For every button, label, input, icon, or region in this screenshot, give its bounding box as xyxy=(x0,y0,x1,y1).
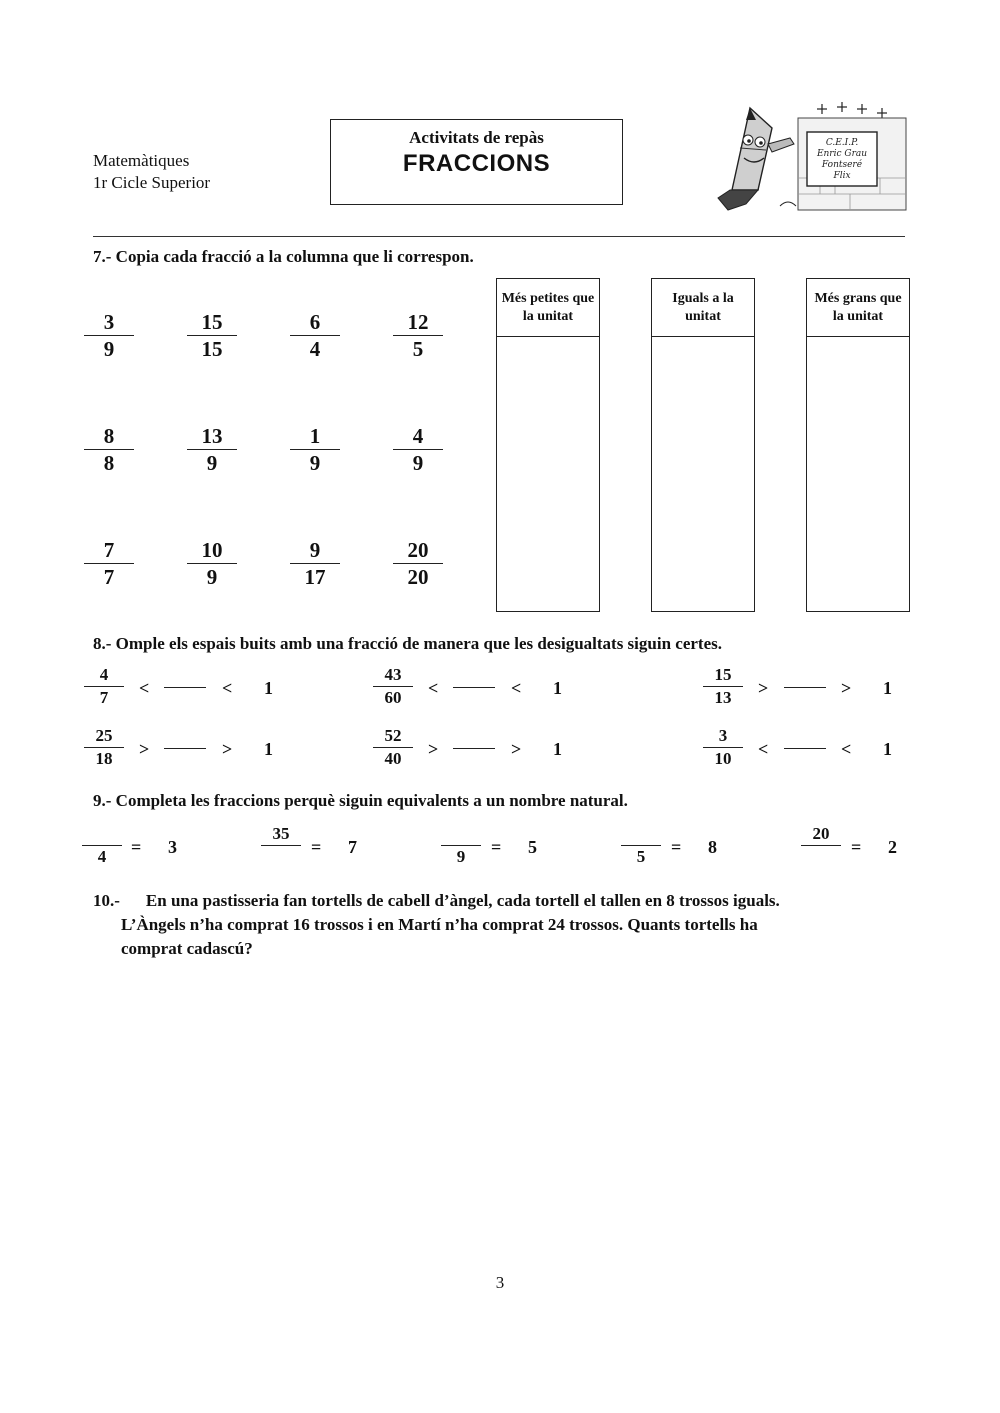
answer-blank[interactable] xyxy=(164,687,206,688)
q7-fraction xyxy=(393,537,443,590)
school-logo-icon xyxy=(710,98,908,218)
denominator: 4 xyxy=(309,337,321,361)
equals-sign: = xyxy=(491,837,502,857)
logo-text-2: Fontseré xyxy=(821,160,863,170)
inequality-sign: > xyxy=(758,678,769,698)
numerator: 15 xyxy=(703,664,743,687)
column-equal-to-one[interactable] xyxy=(651,278,755,612)
denominator: 9 xyxy=(456,847,466,866)
title-subtitle: Activitats de repàs xyxy=(409,128,544,147)
q8-fraction xyxy=(703,725,743,770)
comparison-value: 1 xyxy=(553,739,562,759)
subject-level: 1r Cicle Superior xyxy=(93,173,211,192)
result-value: 3 xyxy=(168,837,177,857)
numerator: 3 xyxy=(703,725,743,748)
logo-text-3: Flix xyxy=(833,171,851,181)
subject-label xyxy=(93,150,210,194)
q7-fraction xyxy=(290,537,340,590)
column-greater-than-one[interactable] xyxy=(806,278,910,612)
denominator: 40 xyxy=(384,749,402,768)
q8-prompt: 8.- Omple els espais buits amb una fracció de manera que les desigualtats siguin certes. xyxy=(93,634,722,653)
result-value: 8 xyxy=(708,837,717,857)
q7-fraction xyxy=(393,309,443,362)
logo-text-1: Enric Grau xyxy=(816,149,868,159)
q7-fraction xyxy=(187,537,237,590)
header-divider xyxy=(93,236,905,237)
answer-blank[interactable] xyxy=(784,748,826,749)
numerator: 6 xyxy=(290,309,340,336)
column-header: Iguals a la unitat xyxy=(652,279,754,337)
denominator: 8 xyxy=(103,451,115,475)
inequality-sign: < xyxy=(511,678,522,698)
inequality-sign: < xyxy=(758,739,769,759)
denominator: 7 xyxy=(103,565,115,589)
numerator-blank[interactable] xyxy=(82,823,122,846)
q7-fraction xyxy=(187,423,237,476)
denominator: 60 xyxy=(384,688,402,707)
numerator: 7 xyxy=(84,537,134,564)
answer-blank[interactable] xyxy=(784,687,826,688)
inequality-sign: < xyxy=(841,739,852,759)
denominator: 7 xyxy=(99,688,109,707)
column-header: Més grans que la unitat xyxy=(807,279,909,337)
q10-label: 10.- xyxy=(93,891,120,910)
q10-line-3: comprat cadascú? xyxy=(121,939,253,958)
q9-fraction xyxy=(261,823,301,868)
denominator: 5 xyxy=(636,847,646,866)
comparison-value: 1 xyxy=(264,739,273,759)
numerator: 25 xyxy=(84,725,124,748)
equals-sign: = xyxy=(671,837,682,857)
comparison-value: 1 xyxy=(883,678,892,698)
numerator: 43 xyxy=(373,664,413,687)
denominator-blank[interactable] xyxy=(801,846,841,868)
numerator: 20 xyxy=(393,537,443,564)
q8-fraction xyxy=(84,664,124,709)
q10-line-1: En una pastisseria fan tortells de cabell d’àngel, cada tortell el tallen en 8 trossos iguals. xyxy=(145,891,780,910)
q10-problem xyxy=(93,889,903,961)
q7-fraction xyxy=(84,309,134,362)
denominator: 20 xyxy=(407,565,429,589)
denominator: 13 xyxy=(714,688,732,707)
inequality-sign: > xyxy=(428,739,439,759)
denominator: 9 xyxy=(412,451,424,475)
numerator: 10 xyxy=(187,537,237,564)
numerator: 3 xyxy=(84,309,134,336)
numerator: 13 xyxy=(187,423,237,450)
denominator: 9 xyxy=(309,451,321,475)
logo-text-0: C.E.I.P. xyxy=(825,138,859,148)
denominator: 17 xyxy=(304,565,326,589)
comparison-value: 1 xyxy=(264,678,273,698)
numerator: 4 xyxy=(393,423,443,450)
comparison-value: 1 xyxy=(553,678,562,698)
equals-sign: = xyxy=(851,837,862,857)
numerator: 15 xyxy=(187,309,237,336)
q8-fraction xyxy=(373,725,413,770)
inequality-sign: < xyxy=(222,678,233,698)
equals-sign: = xyxy=(131,837,142,857)
numerator: 35 xyxy=(261,823,301,846)
numerator: 1 xyxy=(290,423,340,450)
numerator: 12 xyxy=(393,309,443,336)
numerator-blank[interactable] xyxy=(441,823,481,846)
q9-fraction xyxy=(441,823,481,868)
q8-fraction xyxy=(373,664,413,709)
numerator-blank[interactable] xyxy=(621,823,661,846)
denominator: 9 xyxy=(206,451,218,475)
answer-blank[interactable] xyxy=(453,687,495,688)
denominator: 9 xyxy=(206,565,218,589)
denominator: 4 xyxy=(97,847,107,866)
inequality-sign: > xyxy=(222,739,233,759)
q8-fraction xyxy=(84,725,124,770)
column-less-than-one[interactable] xyxy=(496,278,600,612)
denominator: 18 xyxy=(95,749,113,768)
denominator: 10 xyxy=(714,749,732,768)
subject-name: Matemàtiques xyxy=(93,151,190,170)
q8-fraction xyxy=(703,664,743,709)
result-value: 5 xyxy=(528,837,537,857)
q7-fraction xyxy=(290,309,340,362)
column-header: Més petites que la unitat xyxy=(497,279,599,337)
q9-fraction xyxy=(801,823,841,868)
page-title: FRACCIONS xyxy=(402,150,551,177)
inequality-sign: > xyxy=(511,739,522,759)
denominator: 15 xyxy=(201,337,223,361)
equals-sign: = xyxy=(311,837,322,857)
q7-fraction xyxy=(187,309,237,362)
numerator: 8 xyxy=(84,423,134,450)
q7-fraction xyxy=(84,537,134,590)
numerator: 20 xyxy=(801,823,841,846)
answer-blank[interactable] xyxy=(453,748,495,749)
numerator: 4 xyxy=(84,664,124,687)
denominator-blank[interactable] xyxy=(261,846,301,868)
answer-blank[interactable] xyxy=(164,748,206,749)
numerator: 52 xyxy=(373,725,413,748)
q9-prompt: 9.- Completa les fraccions perquè siguin equivalents a un nombre natural. xyxy=(93,791,628,810)
denominator: 5 xyxy=(412,337,424,361)
inequality-sign: > xyxy=(841,678,852,698)
page-number: 3 xyxy=(495,1273,505,1292)
result-value: 2 xyxy=(888,837,897,857)
q7-fraction xyxy=(290,423,340,476)
denominator: 9 xyxy=(103,337,115,361)
q9-fraction xyxy=(82,823,122,868)
title-box xyxy=(330,119,623,205)
q7-fraction xyxy=(393,423,443,476)
inequality-sign: < xyxy=(428,678,439,698)
result-value: 7 xyxy=(348,837,357,857)
inequality-sign: > xyxy=(139,739,150,759)
q9-fraction xyxy=(621,823,661,868)
q10-line-2: L’Àngels n’ha comprat 16 trossos i en Martí n’ha comprat 24 trossos. Quants tortells ha xyxy=(121,915,758,934)
q7-prompt: 7.- Copia cada fracció a la columna que li correspon. xyxy=(93,247,474,266)
inequality-sign: < xyxy=(139,678,150,698)
q7-fraction xyxy=(84,423,134,476)
comparison-value: 1 xyxy=(883,739,892,759)
numerator: 9 xyxy=(290,537,340,564)
